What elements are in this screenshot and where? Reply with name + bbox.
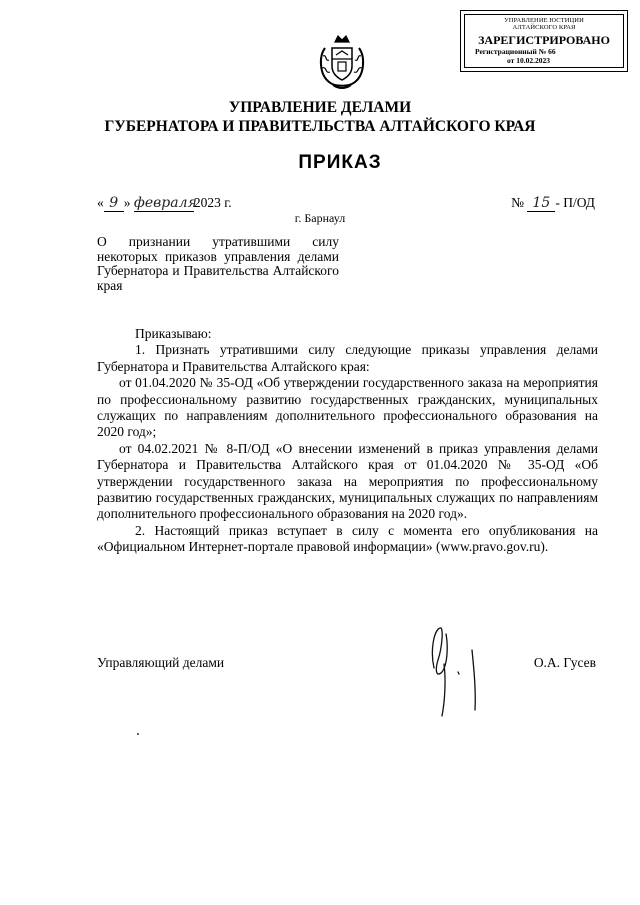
handwritten-signature [420,620,490,720]
organization-title-line1: УПРАВЛЕНИЕ ДЕЛАМИ [228,99,412,116]
date-month: февраля [133,195,197,211]
body-item-2: 2. Настоящий приказ вступает в силу с момента его опубликования на «Официальном Интернет-портале правовой информации» (www.pravo.gov.ru). [97,522,598,555]
body-intro: Приказываю: [135,326,212,341]
date-open-quote: « [97,195,104,210]
scan-dot [137,733,139,735]
stamp-org-line1: УПРАВЛЕНИЕ ЮСТИЦИИ [504,17,584,24]
stamp-frame [464,14,624,68]
number-value: 15 [527,195,555,212]
coat-of-arms-emblem [313,26,371,94]
date-day: 9 [104,195,124,212]
body-item-1a: от 01.04.2020 № 35-ОД «Об утверждении государственного заказа на мероприятия по профессиональному развитию государственных гражданских, муниципальных служащих по направлениям дополнительного профессионального образования на 2020 год»; [97,375,598,440]
date-year: 2023 г. [193,195,232,210]
body-item-1b: от 04.02.2021 № 8-П/ОД «О внесении изменений в приказ управления делами Губернатора и Правительства Алтайского края от 01.04.2020 № 35-ОД «Об утверждении государственного заказа на мероприятия по профессиональному развитию государственных гражданских, муниципальных служащих по направлениям дополнительного профессионального образования на 2020 год». [97,440,598,522]
stamp-status: ЗАРЕГИСТРИРОВАНО [478,33,610,47]
number-suffix: - П/ОД [555,195,595,210]
date-close-quote: » [123,195,131,210]
registration-stamp [460,10,628,72]
document-number [511,195,595,212]
body-item-1: 1. Признать утратившими силу следующие приказы управления делами Губернатора и Правительства Алтайского края: [97,342,598,374]
document-type-title: ПРИКАЗ [298,152,382,173]
document-date [97,195,232,212]
stamp-org-line2: АЛТАЙСКОГО КРАЯ [512,24,576,31]
document-subject: О признании утратившими силу некоторых приказов управления делами Губернатора и Правительства Алтайского края [97,234,339,293]
stamp-reg-date: от 10.02.2023 [507,56,550,65]
document-body [97,326,598,556]
organization-title-line2: ГУБЕРНАТОРА И ПРАВИТЕЛЬСТВА АЛТАЙСКОГО КРАЯ [104,118,536,135]
signatory-name: О.А. Гусев [533,655,596,670]
signatory-position: Управляющий делами [97,655,225,670]
number-prefix: № [511,195,524,210]
city-label: г. Барнаул [294,211,346,225]
stamp-reg-number: Регистрационный № 66 [475,47,556,56]
